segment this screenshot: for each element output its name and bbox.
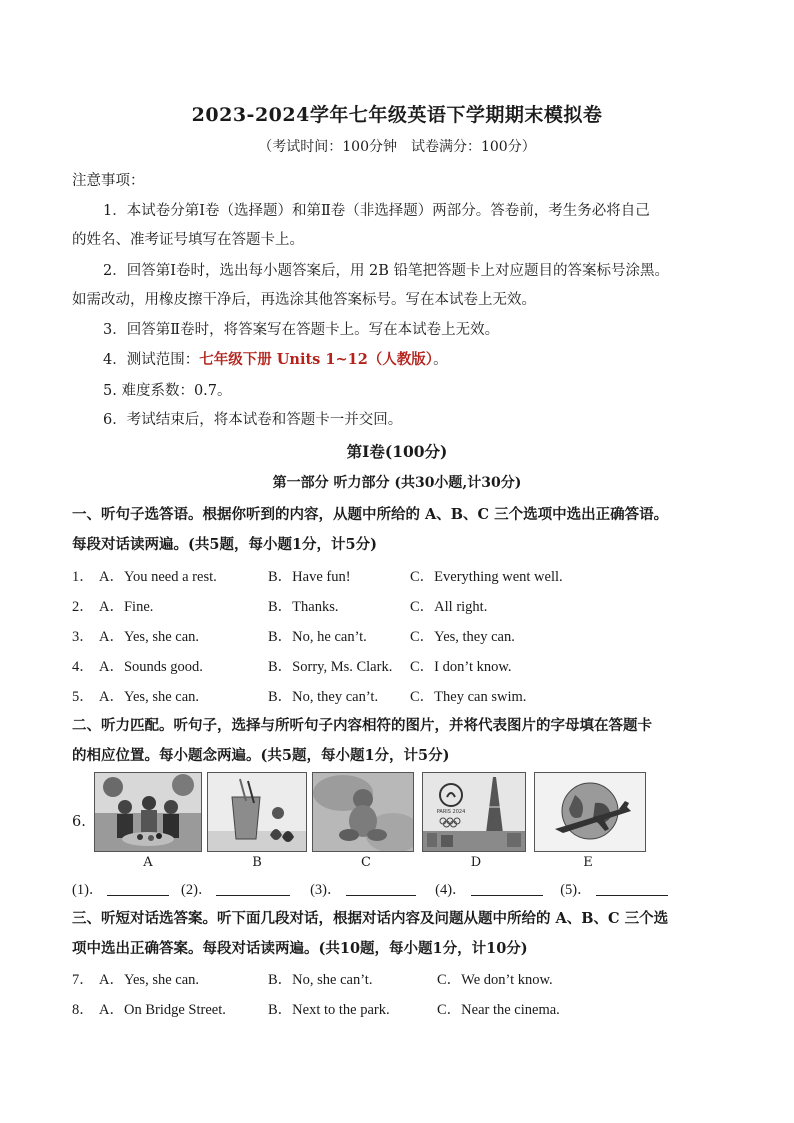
answer-blank-5[interactable]: [596, 881, 668, 896]
question-number: 4．: [72, 659, 94, 675]
notice-item-2b: 如需改动，用橡皮擦干净后，再选涂其他答案标号。写在本试卷上无效。: [72, 292, 536, 308]
option-b[interactable]: B．Sorry, Ms. Clark.: [268, 659, 393, 675]
answer-blanks-row: [72, 878, 668, 899]
option-b[interactable]: B．Next to the park.: [268, 1002, 390, 1018]
paris-olympics-photo-icon: [422, 772, 526, 852]
option-c[interactable]: C．All right.: [410, 599, 488, 615]
option-a[interactable]: A．Yes, she can.: [99, 689, 200, 705]
blank-label-4: (4)．: [435, 882, 467, 898]
option-b[interactable]: B．Have fun!: [268, 569, 351, 585]
notice-item-6: 6．考试结束后，将本试卷和答题卡一并交回。: [103, 412, 403, 428]
section1-instructions-a: 一、听句子选答语。根据你听到的内容，从题中所给的 A、B、C 三个选项中选出正确答语。: [72, 506, 669, 523]
globe-airplane-photo-drawing: [535, 773, 645, 851]
picture-letter-e: E: [583, 855, 593, 870]
notice-heading: 注意事项：: [72, 173, 145, 189]
paris-olympics-photo-drawing: [423, 773, 525, 851]
picture-letter-c: C: [361, 855, 371, 870]
question-number: 2．: [72, 599, 94, 615]
option-a[interactable]: A．Sounds good.: [99, 659, 203, 675]
notice-item-5: 5. 难度系数：0.7。: [103, 383, 232, 399]
section3-instructions-a: 三、听短对话选答案。听下面几段对话，根据对话内容及问题从题中所给的 A、B、C 三个选: [72, 910, 669, 927]
notice-item-1a: 1．本试卷分第Ⅰ卷（选择题）和第Ⅱ卷（非选择题）两部分。答卷前，考生务必将自己: [103, 203, 650, 219]
section3-instructions-b: 项中选出正确答案。每段对话读两遍。(共10题，每小题1分，计10分): [72, 940, 528, 957]
question-number: 8．: [72, 1002, 94, 1018]
blank-label-1: (1)．: [72, 882, 104, 898]
option-a[interactable]: A．You need a rest.: [99, 569, 217, 585]
notice-item-2a: 2．回答第Ⅰ卷时，选出每小题答案后，用 2B 铅笔把答题卡上对应题目的答案标号涂黑。: [103, 263, 670, 279]
globe-airplane-photo-icon: [534, 772, 646, 852]
answer-blank-2[interactable]: [216, 881, 290, 896]
blank-label-3: (3)．: [310, 882, 342, 898]
answer-blank-1[interactable]: [107, 881, 169, 896]
blank-label-5: (5)．: [560, 882, 592, 898]
section1-instructions-b: 每段对话读两遍。(共5题，每小题1分，计5分): [72, 536, 377, 553]
question-number: 5．: [72, 689, 94, 705]
question-number: 7．: [72, 972, 94, 988]
section2-instructions-a: 二、听力匹配。听句子，选择与所听句子内容相符的图片，并将代表图片的字母填在答题卡: [72, 717, 652, 734]
picture-letter-b: B: [252, 855, 262, 870]
option-b[interactable]: B．No, they can’t.: [268, 689, 379, 705]
notice-item-1b: 的姓名、准考证号填写在答题卡上。: [72, 232, 304, 248]
option-b[interactable]: B．Thanks.: [268, 599, 339, 615]
volume-title: 第Ⅰ卷(100分): [346, 442, 448, 461]
picnic-photo-drawing: [95, 773, 201, 851]
option-a[interactable]: A．Yes, she can.: [99, 629, 200, 645]
picture-letter-d: D: [470, 855, 482, 870]
option-c[interactable]: C．I don’t know.: [410, 659, 512, 675]
notice-item-4: [103, 348, 448, 369]
picture-letter-a: A: [143, 855, 153, 870]
blurry-child-photo-drawing: [313, 773, 413, 851]
blank-label-2: (2)．: [181, 882, 213, 898]
option-a[interactable]: A．On Bridge Street.: [99, 1002, 226, 1018]
blurry-child-photo-icon: [312, 772, 414, 852]
option-a[interactable]: A．Yes, she can.: [99, 972, 200, 988]
option-c[interactable]: C．Everything went well.: [410, 569, 563, 585]
section2-instructions-b: 的相应位置。每小题念两遍。(共5题，每小题1分，计5分): [72, 747, 450, 764]
question-6-number: 6.: [72, 814, 86, 830]
drink-strawberry-photo-drawing: [208, 773, 306, 851]
option-b[interactable]: B．No, he can’t.: [268, 629, 367, 645]
part1-title: 第一部分 听力部分 (共30小题,计30分): [272, 475, 522, 491]
option-c[interactable]: C．They can swim.: [410, 689, 527, 705]
option-b[interactable]: B．No, she can’t.: [268, 972, 373, 988]
notice-item-4-prefix: 4．测试范围：: [103, 352, 200, 368]
option-c[interactable]: C．Near the cinema.: [437, 1002, 560, 1018]
answer-blank-3[interactable]: [346, 881, 416, 896]
drink-strawberry-photo-icon: [207, 772, 307, 852]
option-c[interactable]: C．We don’t know.: [437, 972, 553, 988]
notice-item-3: 3．回答第Ⅱ卷时，将答案写在答题卡上。写在本试卷上无效。: [103, 322, 500, 338]
question-number: 3．: [72, 629, 94, 645]
test-scope: 七年级下册 Units 1~12（人教版）: [199, 351, 434, 368]
exam-subtitle: （考试时间：100分钟 试卷满分：100分）: [258, 139, 536, 155]
notice-item-4-suffix: 。: [433, 352, 448, 368]
option-a[interactable]: A．Fine.: [99, 599, 154, 615]
picnic-photo-icon: [94, 772, 202, 852]
answer-blank-4[interactable]: [471, 881, 543, 896]
svg-text:PARIS 2024: PARIS 2024: [436, 809, 466, 815]
exam-title: 2023-2024学年七年级英语下学期期末模拟卷: [191, 104, 603, 126]
question-number: 1．: [72, 569, 94, 585]
option-c[interactable]: C．Yes, they can.: [410, 629, 515, 645]
